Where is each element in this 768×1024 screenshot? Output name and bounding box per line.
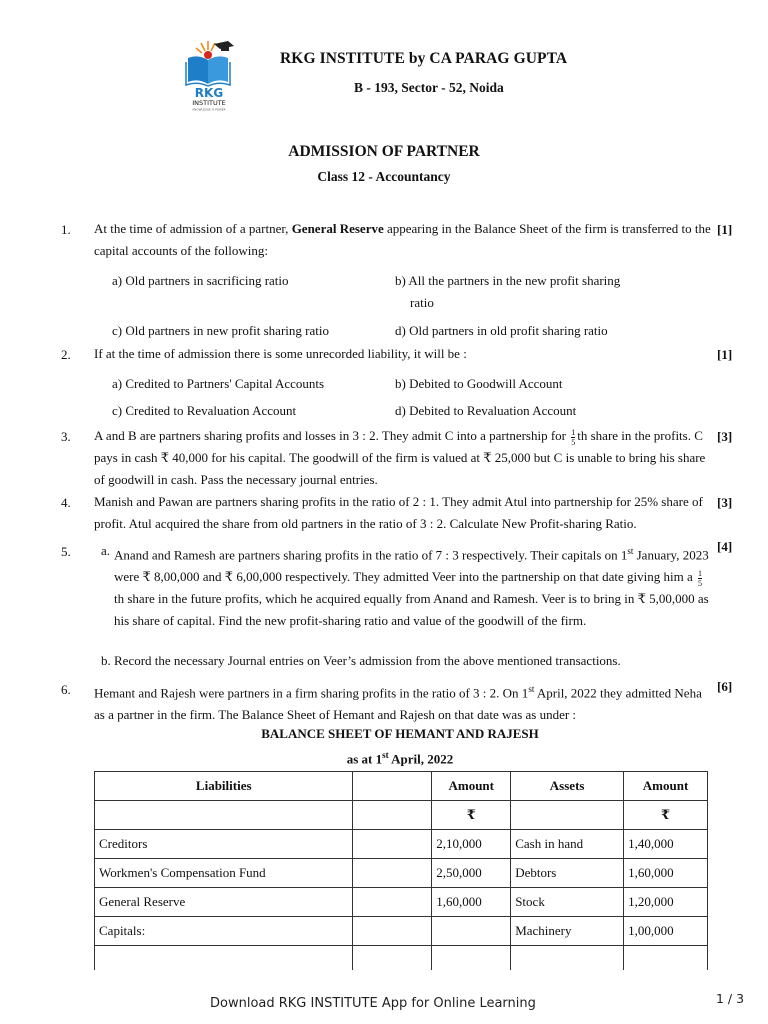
question-number: 1. (61, 222, 71, 237)
table-cell (624, 946, 708, 970)
option-a: a) Old partners in sacrificing ratio (112, 273, 289, 288)
question-text: Hemant and Rajesh were partners in a firm sharing profits in the ratio of 3 : 2. On 1st April, 2022 they admitted Neha as a partner in the firm. The Balance Sheet of Hemant and Rajesh on that date was as under : (94, 684, 702, 723)
table-cell: ₹ (432, 801, 511, 830)
question-text: At the time of admission of a partner, General Reserve appearing in the Balance Sheet of the firm is transferred to the capital accounts of the following: (94, 221, 711, 258)
question-marks: [1] (717, 347, 733, 362)
table-row (95, 917, 708, 946)
fraction: $\frac{1}{5}$ (698, 568, 703, 588)
table-cell (432, 946, 511, 970)
svg-text:RKG: RKG (194, 86, 224, 100)
balance-sheet-title: BALANCE SHEET OF HEMANT AND RAJESH (261, 726, 539, 741)
fraction: $\frac{1}{5}$ (571, 427, 576, 447)
sub-question-text: Record the necessary Journal entries on Veer’s admission from the above mentioned transactions. (114, 653, 621, 668)
table-cell (95, 946, 353, 970)
table-cell: General Reserve (95, 888, 353, 917)
table-row (95, 946, 708, 970)
table-header: Liabilities (95, 772, 353, 801)
option-b-continued: ratio (410, 295, 434, 310)
table-cell: 2,50,000 (432, 859, 511, 888)
table-cell: 1,00,000 (624, 917, 708, 946)
table-cell: ₹ (624, 801, 708, 830)
table-header: Amount (624, 772, 708, 801)
table-cell: 1,60,000 (624, 859, 708, 888)
balance-sheet-table (94, 771, 708, 970)
question-number: 6. (61, 682, 71, 697)
table-cell: Workmen's Compensation Fund (95, 859, 353, 888)
table-header: Assets (511, 772, 624, 801)
question-number: 5. (61, 544, 71, 559)
institute-logo (184, 38, 234, 112)
question-marks: [6] (717, 679, 733, 694)
institute-name: RKG INSTITUTE by CA PARAG GUPTA (280, 50, 568, 67)
table-cell (353, 859, 432, 888)
option-a: a) Credited to Partners' Capital Accounts (112, 376, 325, 391)
table-cell (353, 801, 432, 830)
question-marks: [3] (717, 495, 733, 510)
document-subtitle: Class 12 - Accountancy (317, 169, 451, 184)
option-c: c) Old partners in new profit sharing ratio (112, 323, 329, 338)
document-title: ADMISSION OF PARTNER (288, 143, 480, 160)
table-cell: Debtors (511, 859, 624, 888)
book-logo-icon (184, 38, 234, 112)
table-cell: 1,40,000 (624, 830, 708, 859)
option-c: c) Credited to Revaluation Account (112, 403, 297, 418)
table-cell: Stock (511, 888, 624, 917)
sub-question-label: b. (101, 653, 111, 668)
table-cell: Cash in hand (511, 830, 624, 859)
table-header-row (95, 772, 708, 801)
page-number: 1 / 3 (716, 991, 745, 1006)
svg-text:KNOWLEDGE IS POWER: KNOWLEDGE IS POWER (192, 107, 226, 112)
svg-text:INSTITUTE: INSTITUTE (192, 99, 226, 107)
question-number: 2. (61, 347, 71, 362)
question-text: If at the time of admission there is some unrecorded liability, it will be : (94, 346, 467, 361)
table-cell (353, 830, 432, 859)
question-marks: [1] (717, 222, 733, 237)
option-d: d) Old partners in old profit sharing ratio (395, 323, 608, 338)
footer-text: Download RKG INSTITUTE App for Online Learning (210, 996, 536, 1011)
option-d: d) Debited to Revaluation Account (395, 403, 577, 418)
option-b: b) Debited to Goodwill Account (395, 376, 563, 391)
table-cell: Creditors (95, 830, 353, 859)
table-row (95, 888, 708, 917)
question-text: A and B are partners sharing profits and losses in 3 : 2. They admit C into a partnership for $\frac{1}{5}$ th share in the profits. C pays in cash ₹ 40,000 for his capital. The goodwill of the firm is valued at ₹ 25,000 but C is unable to bring his share of goodwill in cash. Pass the necessary journal entries. (94, 427, 706, 487)
bold-term: General Reserve (291, 221, 384, 236)
table-header (353, 772, 432, 801)
table-cell: 1,60,000 (432, 888, 511, 917)
sub-question-text: Anand and Ramesh are partners sharing profits in the ratio of 7 : 3 respectively. Their capitals on 1st January, 2023 were ₹ 8,00,000 and ₹ 6,00,000 respectively. They admitted Veer into the partnership on that date giving him a $\frac{1}{5}$ th share in the future profits, which he acquired equally from Anand and Ramesh. Veer is to bring in ₹ 5,00,000 as his share of capital. Find the new profit-sharing ratio and value of the goodwill of the firm. (114, 546, 709, 629)
balance-sheet-date: as at 1st April, 2022 (346, 750, 454, 767)
table-cell: 1,20,000 (624, 888, 708, 917)
table-cell: 2,10,000 (432, 830, 511, 859)
table-cell (511, 946, 624, 970)
table-row (95, 859, 708, 888)
question-number: 3. (61, 429, 71, 444)
table-cell (432, 917, 511, 946)
question-text: Manish and Pawan are partners sharing profits in the ratio of 2 : 1. They admit Atul into partnership for 25% share of profit. Atul acquired the share from old partners in the ratio of 3 : 2. Calculate New Profit-sharing Ratio. (94, 494, 703, 531)
table-row (95, 830, 708, 859)
table-cell: Machinery (511, 917, 624, 946)
table-cell (511, 801, 624, 830)
institute-address: B - 193, Sector - 52, Noida (354, 80, 504, 95)
table-cell (95, 801, 353, 830)
table-cell: Capitals: (95, 917, 353, 946)
table-cell (353, 946, 432, 970)
table-cell (353, 888, 432, 917)
question-marks: [4] (717, 539, 733, 554)
table-cell (353, 917, 432, 946)
table-currency-row (95, 801, 708, 830)
sub-question-label: a. (101, 543, 111, 558)
question-marks: [3] (717, 429, 733, 444)
question-number: 4. (61, 495, 71, 510)
option-b: b) All the partners in the new profit sharing (395, 273, 621, 288)
table-header: Amount (432, 772, 511, 801)
